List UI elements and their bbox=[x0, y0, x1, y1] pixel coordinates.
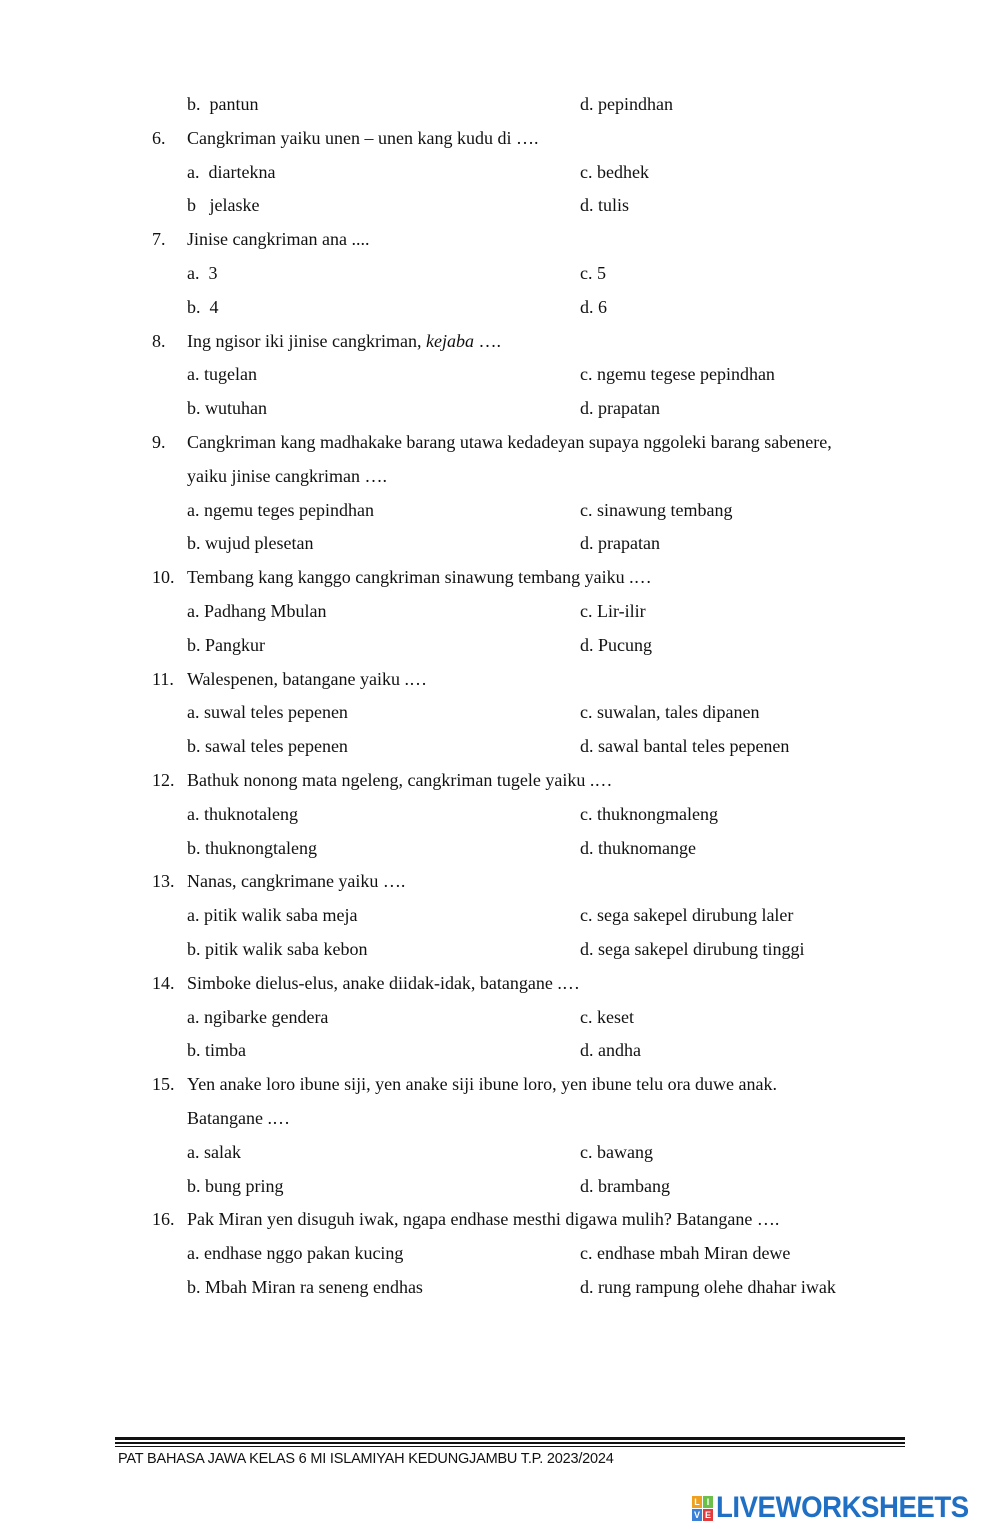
question-row bbox=[0, 126, 1000, 160]
options-row bbox=[0, 362, 1000, 396]
answer-option-left: a. ngemu teges pepindhan bbox=[187, 499, 374, 520]
answer-option-right: c. ngemu tegese pepindhan bbox=[580, 364, 775, 385]
answer-option-left: b. wujud plesetan bbox=[187, 533, 314, 554]
answer-option-left: b. Pangkur bbox=[187, 634, 265, 655]
footer-text: PAT BAHASA JAWA KELAS 6 MI ISLAMIYAH KEDUNGJAMBU T.P. 2023/2024 bbox=[118, 1451, 614, 1467]
options-row bbox=[0, 836, 1000, 870]
question-text bbox=[187, 464, 387, 488]
answer-option-right: c. sinawung tembang bbox=[580, 499, 733, 520]
answer-option-right: c. endhase mbah Miran dewe bbox=[580, 1243, 791, 1264]
question-text-part: Simboke dielus-elus, anake diidak-idak, batangane .… bbox=[187, 972, 580, 993]
logo-block: I bbox=[703, 1496, 713, 1508]
answer-option-left: b. bung pring bbox=[187, 1175, 284, 1196]
question-text bbox=[187, 126, 538, 150]
question-number: 11. bbox=[152, 668, 174, 689]
options-row bbox=[0, 160, 1000, 194]
answer-option-left: a. suwal teles pepenen bbox=[187, 702, 348, 723]
answer-option-right: c. sega sakepel dirubung laler bbox=[580, 905, 794, 926]
answer-option-right: d. sega sakepel dirubung tinggi bbox=[580, 938, 805, 959]
answer-option-left: a. tugelan bbox=[187, 364, 257, 385]
options-row bbox=[0, 1005, 1000, 1039]
options-row bbox=[0, 700, 1000, 734]
answer-option-right: d. pepindhan bbox=[580, 94, 673, 114]
answer-option-right: c. Lir-ilir bbox=[580, 600, 646, 621]
answer-option-right: d. 6 bbox=[580, 296, 607, 317]
question-number: 12. bbox=[152, 769, 175, 790]
question-text-part: Walespenen, batangane yaiku .… bbox=[187, 668, 427, 689]
question-text-part: Batangane .… bbox=[187, 1107, 290, 1128]
question-number: 13. bbox=[152, 871, 175, 892]
options-row bbox=[0, 193, 1000, 227]
answer-option-right: c. bawang bbox=[580, 1141, 653, 1162]
question-row bbox=[0, 227, 1000, 261]
options-row bbox=[0, 1140, 1000, 1174]
question-text bbox=[187, 430, 832, 454]
question-number: 9. bbox=[152, 431, 166, 452]
liveworksheets-logo[interactable] bbox=[692, 1491, 991, 1525]
question-text bbox=[187, 1106, 290, 1130]
question-text-part: Pak Miran yen disuguh iwak, ngapa endhase mesthi digawa mulih? Batangane …. bbox=[187, 1209, 780, 1230]
answer-option-right: c. bedhek bbox=[580, 161, 649, 182]
answer-option-right: d. sawal bantal teles pepenen bbox=[580, 736, 790, 757]
question-text bbox=[187, 227, 369, 251]
question-row bbox=[0, 768, 1000, 802]
options-row bbox=[0, 599, 1000, 633]
answer-option-right: d. Pucung bbox=[580, 634, 652, 655]
options-row bbox=[0, 1241, 1000, 1275]
answer-option-right: d. andha bbox=[580, 1040, 641, 1061]
answer-option-left: a. endhase nggo pakan kucing bbox=[187, 1243, 404, 1264]
question-number: 8. bbox=[152, 330, 166, 351]
options-row bbox=[0, 903, 1000, 937]
options-row bbox=[0, 396, 1000, 430]
question-row bbox=[0, 565, 1000, 599]
answer-option-right: d. prapatan bbox=[580, 398, 660, 419]
options-row bbox=[0, 937, 1000, 971]
options-row bbox=[0, 531, 1000, 565]
footer-rule bbox=[115, 1442, 905, 1444]
question-row bbox=[0, 329, 1000, 363]
answer-option-right: c. suwalan, tales dipanen bbox=[580, 702, 760, 723]
answer-option-left: b. pitik walik saba kebon bbox=[187, 938, 368, 959]
options-row bbox=[0, 1275, 1000, 1309]
answer-option-left: b. 4 bbox=[187, 296, 219, 317]
logo-block: L bbox=[692, 1496, 702, 1508]
question-text-part: Ing ngisor iki jinise cangkriman, bbox=[187, 330, 426, 351]
answer-option-left: b. Mbah Miran ra seneng endhas bbox=[187, 1276, 423, 1297]
question-number: 14. bbox=[152, 972, 175, 993]
answer-option-right: d. tulis bbox=[580, 195, 630, 216]
question-row bbox=[0, 1106, 1000, 1140]
footer-rule bbox=[115, 1446, 905, 1447]
options-row bbox=[0, 498, 1000, 532]
question-row bbox=[0, 869, 1000, 903]
question-row bbox=[0, 430, 1000, 464]
answer-option-left: a. ngibarke gendera bbox=[187, 1006, 329, 1027]
question-text bbox=[187, 1207, 779, 1231]
question-emphasis: kejaba bbox=[425, 330, 474, 351]
answer-option-left: a. pitik walik saba meja bbox=[187, 905, 358, 926]
question-text-part: Nanas, cangkrimane yaiku …. bbox=[187, 871, 406, 892]
options-row bbox=[0, 1174, 1000, 1208]
question-text-part: yaiku jinise cangkriman …. bbox=[187, 465, 387, 486]
options-row bbox=[0, 295, 1000, 329]
question-text-part: …. bbox=[473, 330, 501, 351]
question-number: 10. bbox=[152, 567, 175, 588]
answer-option-right: c. thuknongmaleng bbox=[580, 803, 718, 824]
question-row bbox=[0, 1072, 1000, 1106]
answer-option-right: d. brambang bbox=[580, 1175, 670, 1196]
question-text-part: Bathuk nonong mata ngeleng, cangkriman tugele yaiku .… bbox=[187, 769, 613, 790]
question-text-part: Cangkriman yaiku unen – unen kang kudu di …. bbox=[187, 127, 539, 148]
footer-rule bbox=[115, 1437, 905, 1440]
question-text bbox=[187, 667, 427, 691]
answer-option-right: c. keset bbox=[580, 1006, 634, 1027]
answer-option-right: d. thuknomange bbox=[580, 837, 696, 858]
options-row bbox=[0, 261, 1000, 295]
question-row bbox=[0, 667, 1000, 701]
question-number: 15. bbox=[152, 1074, 175, 1095]
options-row bbox=[0, 734, 1000, 768]
options-row bbox=[0, 92, 1000, 126]
question-row bbox=[0, 1207, 1000, 1241]
question-text bbox=[187, 768, 612, 792]
answer-option-left: a. salak bbox=[187, 1141, 241, 1162]
logo-text: LIVEWORKSHEETS bbox=[716, 1491, 969, 1524]
options-row bbox=[0, 1038, 1000, 1072]
answer-option-left: a. Padhang Mbulan bbox=[187, 600, 327, 621]
options-row bbox=[0, 633, 1000, 667]
question-text bbox=[187, 1072, 777, 1096]
question-row bbox=[0, 464, 1000, 498]
answer-option-left: a. 3 bbox=[187, 262, 218, 283]
question-number: 6. bbox=[152, 127, 166, 148]
question-list bbox=[0, 92, 1000, 1309]
question-text bbox=[187, 565, 652, 589]
question-text bbox=[187, 869, 405, 893]
answer-option-left: b. thuknongtaleng bbox=[187, 837, 317, 858]
answer-option-left: b. sawal teles pepenen bbox=[187, 736, 348, 757]
question-number: 7. bbox=[152, 229, 166, 250]
answer-option-left: b. pantun bbox=[187, 94, 259, 114]
answer-option-right: d. rung rampung olehe dhahar iwak bbox=[580, 1276, 836, 1297]
question-text-part: Yen anake loro ibune siji, yen anake siji ibune loro, yen ibune telu ora duwe anak. bbox=[187, 1074, 778, 1095]
answer-option-left: b. wutuhan bbox=[187, 398, 267, 419]
logo-block: E bbox=[704, 1509, 711, 1520]
answer-option-right: d. prapatan bbox=[580, 533, 660, 554]
answer-option-left: b jelaske bbox=[187, 195, 260, 216]
options-row bbox=[0, 802, 1000, 836]
question-text-part: Cangkriman kang madhakake barang utawa kedadeyan supaya nggoleki barang sabenere, bbox=[187, 431, 832, 452]
answer-option-left: b. timba bbox=[187, 1040, 246, 1061]
question-text bbox=[187, 329, 501, 353]
question-number: 16. bbox=[152, 1209, 175, 1230]
question-text-part: Jinise cangkriman ana .... bbox=[187, 229, 370, 250]
logo-block: V bbox=[693, 1509, 700, 1520]
logo-blocks-icon bbox=[692, 1496, 713, 1521]
answer-option-left: a. diartekna bbox=[187, 161, 276, 182]
answer-option-left: a. thuknotaleng bbox=[187, 803, 298, 824]
question-text bbox=[187, 971, 580, 995]
answer-option-right: c. 5 bbox=[580, 262, 606, 283]
question-row bbox=[0, 971, 1000, 1005]
question-text-part: Tembang kang kanggo cangkriman sinawung tembang yaiku .… bbox=[187, 567, 652, 588]
